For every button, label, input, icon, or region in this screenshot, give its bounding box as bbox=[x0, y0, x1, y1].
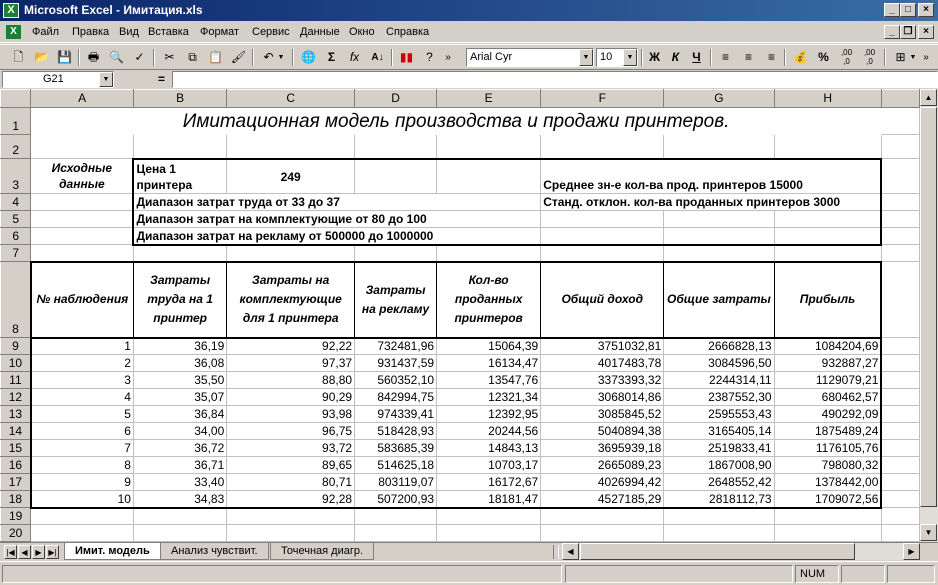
data-cell[interactable]: 36,84 bbox=[133, 406, 226, 423]
decrease-decimal-button[interactable]: ,00 ,0 bbox=[863, 48, 876, 66]
formula-bar bbox=[0, 70, 938, 89]
data-cell[interactable]: 12321,34 bbox=[437, 389, 541, 406]
data-cell[interactable]: 2666828,13 bbox=[664, 338, 774, 355]
row-header[interactable]: 10 bbox=[1, 355, 31, 372]
minimize-icon[interactable]: _ bbox=[884, 3, 900, 17]
data-cell[interactable]: 18181,47 bbox=[437, 491, 541, 508]
data-cell[interactable]: 36,19 bbox=[133, 338, 226, 355]
vertical-scrollbar[interactable] bbox=[920, 89, 938, 542]
data-cell[interactable]: 16172,67 bbox=[437, 474, 541, 491]
toolbar bbox=[0, 44, 938, 70]
header-parts[interactable]: Затраты на комплектующие для 1 принтера bbox=[227, 262, 355, 338]
data-cell[interactable]: 89,65 bbox=[227, 457, 355, 474]
data-cell[interactable]: 10 bbox=[31, 491, 134, 508]
more-buttons-icon[interactable]: » bbox=[445, 52, 451, 63]
labor-range-text[interactable]: Диапазон затрат труда от 33 до 37 bbox=[133, 194, 540, 211]
chevron-down-icon[interactable]: ▼ bbox=[623, 49, 637, 66]
excel-icon[interactable]: X bbox=[3, 3, 19, 18]
row-header[interactable]: 7 bbox=[1, 245, 31, 262]
align-center-icon[interactable]: ≡ bbox=[744, 50, 752, 64]
data-cell[interactable]: 15064,39 bbox=[437, 338, 541, 355]
row-header[interactable]: 11 bbox=[1, 372, 31, 389]
table-row bbox=[1, 406, 920, 423]
doc-close-icon[interactable]: × bbox=[918, 25, 934, 39]
data-cell[interactable]: 36,71 bbox=[133, 457, 226, 474]
data-cell[interactable]: 3068014,86 bbox=[541, 389, 664, 406]
data-cell[interactable]: 2519833,41 bbox=[664, 440, 774, 457]
data-cell[interactable]: 4017483,78 bbox=[541, 355, 664, 372]
toolbar-separator bbox=[78, 49, 80, 66]
column-header[interactable]: E bbox=[437, 90, 541, 108]
data-cell[interactable]: 8 bbox=[31, 457, 134, 474]
table-row bbox=[1, 389, 920, 406]
data-cell[interactable]: 16134,47 bbox=[437, 355, 541, 372]
status-panel bbox=[841, 565, 885, 583]
function-icon[interactable]: fx bbox=[349, 50, 360, 64]
row-header[interactable]: 13 bbox=[1, 406, 31, 423]
toolbar-separator bbox=[710, 49, 712, 66]
column-header[interactable]: A bbox=[31, 90, 134, 108]
horizontal-scrollbar[interactable] bbox=[562, 543, 920, 560]
table-row bbox=[1, 355, 920, 372]
data-cell[interactable]: 1709072,56 bbox=[774, 491, 881, 508]
help-icon[interactable]: ? bbox=[426, 50, 433, 64]
column-header[interactable]: H bbox=[774, 90, 881, 108]
menu-bar bbox=[0, 22, 938, 43]
data-cell[interactable]: 5 bbox=[31, 406, 134, 423]
format-painter-icon[interactable]: 🖌 bbox=[230, 50, 247, 64]
toolbar-separator bbox=[252, 49, 254, 66]
sheet-title[interactable]: Имитационная модель производства и продажи принтеров. bbox=[31, 108, 882, 135]
row-header[interactable]: 1 bbox=[1, 108, 31, 135]
web-icon[interactable]: 🌐 bbox=[301, 50, 316, 64]
data-cell[interactable]: 20244,56 bbox=[437, 423, 541, 440]
data-cell[interactable]: 4527185,29 bbox=[541, 491, 664, 508]
data-cell[interactable]: 36,72 bbox=[133, 440, 226, 457]
data-cell[interactable]: 518428,93 bbox=[355, 423, 437, 440]
row-header[interactable]: 5 bbox=[1, 211, 31, 228]
data-cell[interactable]: 931437,59 bbox=[355, 355, 437, 372]
price-value[interactable]: 249 bbox=[227, 159, 355, 194]
row-header[interactable]: 4 bbox=[1, 194, 31, 211]
select-all-corner[interactable] bbox=[1, 90, 31, 108]
horizontal-scroll-thumb[interactable] bbox=[580, 543, 855, 560]
increase-decimal-button[interactable]: ,00 ,0 bbox=[840, 48, 853, 66]
table-row bbox=[1, 372, 920, 389]
cells-table bbox=[0, 89, 920, 542]
data-cell[interactable]: 1875489,24 bbox=[774, 423, 881, 440]
formula-input[interactable] bbox=[172, 71, 938, 88]
menu-help[interactable]: Справка bbox=[386, 26, 430, 38]
input-data-label[interactable]: Исходные данные bbox=[31, 159, 134, 194]
italic-button[interactable]: К bbox=[671, 50, 680, 64]
row-header[interactable]: 18 bbox=[1, 491, 31, 508]
autosum-icon[interactable]: Σ bbox=[327, 50, 336, 64]
header-ads[interactable]: Затраты на рекламу bbox=[355, 262, 437, 338]
workbook-icon[interactable]: X bbox=[6, 25, 21, 39]
toolbar-separator bbox=[884, 49, 886, 66]
table-row bbox=[1, 491, 920, 508]
status-bar bbox=[0, 561, 938, 585]
more-buttons-icon[interactable]: » bbox=[923, 52, 929, 63]
data-cell[interactable]: 7 bbox=[31, 440, 134, 457]
data-cell[interactable]: 798080,32 bbox=[774, 457, 881, 474]
parts-range-text[interactable]: Диапазон затрат на комплектующие от 80 до 100 bbox=[133, 211, 540, 228]
data-cell[interactable]: 842994,75 bbox=[355, 389, 437, 406]
toolbar-separator bbox=[292, 49, 294, 66]
print-preview-icon[interactable]: 🔍 bbox=[109, 50, 124, 64]
data-cell[interactable]: 3695939,18 bbox=[541, 440, 664, 457]
data-cell[interactable]: 88,80 bbox=[227, 372, 355, 389]
spelling-icon[interactable]: ✓ bbox=[134, 50, 145, 64]
data-cell[interactable]: 93,72 bbox=[227, 440, 355, 457]
data-cell[interactable]: 35,50 bbox=[133, 372, 226, 389]
data-cell[interactable]: 2387552,30 bbox=[664, 389, 774, 406]
data-cell[interactable]: 92,22 bbox=[227, 338, 355, 355]
menu-view[interactable]: Вид bbox=[119, 26, 139, 38]
data-cell[interactable]: 97,37 bbox=[227, 355, 355, 372]
tab-split-handle[interactable] bbox=[553, 545, 559, 559]
data-cell[interactable]: 3751032,81 bbox=[541, 338, 664, 355]
data-cell[interactable]: 80,71 bbox=[227, 474, 355, 491]
data-cell[interactable]: 1176105,76 bbox=[774, 440, 881, 457]
align-left-icon[interactable]: ≡ bbox=[721, 50, 729, 64]
scroll-up-icon[interactable]: ▲ bbox=[920, 89, 937, 106]
data-cell[interactable]: 1084204,69 bbox=[774, 338, 881, 355]
prev-sheet-icon[interactable]: ◀ bbox=[18, 545, 31, 559]
data-cell[interactable]: 3 bbox=[31, 372, 134, 389]
column-header[interactable]: B bbox=[133, 90, 226, 108]
cell-reference: G21 bbox=[43, 73, 64, 85]
data-cell[interactable]: 3373393,32 bbox=[541, 372, 664, 389]
row-header[interactable]: 15 bbox=[1, 440, 31, 457]
data-cell[interactable]: 803119,07 bbox=[355, 474, 437, 491]
tab-imit-model[interactable]: Имит. модель bbox=[64, 543, 161, 560]
print-icon[interactable]: 🖶 bbox=[87, 50, 100, 64]
data-cell[interactable]: 2648552,42 bbox=[664, 474, 774, 491]
data-cell[interactable]: 34,00 bbox=[133, 423, 226, 440]
column-header[interactable]: C bbox=[227, 90, 355, 108]
data-cell[interactable]: 4026994,42 bbox=[541, 474, 664, 491]
font-size-combo[interactable] bbox=[596, 48, 638, 67]
status-panel bbox=[565, 565, 793, 583]
tab-scatter[interactable]: Точечная диагр. bbox=[270, 543, 374, 560]
paste-icon[interactable]: 📋 bbox=[208, 50, 223, 64]
doc-minimize-icon[interactable]: _ bbox=[884, 25, 900, 39]
first-sheet-icon[interactable]: |◀ bbox=[4, 545, 17, 559]
header-costs[interactable]: Общие затраты bbox=[664, 262, 774, 338]
sort-icon[interactable]: A↓ bbox=[371, 52, 384, 63]
data-cell[interactable]: 3165405,14 bbox=[664, 423, 774, 440]
equals-sign[interactable]: = bbox=[158, 72, 166, 86]
next-sheet-icon[interactable]: ▶ bbox=[32, 545, 45, 559]
status-message bbox=[2, 565, 562, 583]
data-cell[interactable]: 680462,57 bbox=[774, 389, 881, 406]
data-cell[interactable]: 974339,41 bbox=[355, 406, 437, 423]
toolbar-separator bbox=[641, 49, 643, 66]
menu-file[interactable]: Файл bbox=[32, 26, 60, 38]
tab-sensitivity[interactable]: Анализ чувствит. bbox=[160, 543, 269, 560]
data-cell[interactable]: 2665089,23 bbox=[541, 457, 664, 474]
undo-icon[interactable]: ↶ bbox=[263, 50, 274, 64]
data-cell[interactable]: 96,75 bbox=[227, 423, 355, 440]
data-cell[interactable]: 2595553,43 bbox=[664, 406, 774, 423]
num-lock-indicator: NUM bbox=[795, 565, 839, 583]
data-cell[interactable]: 932887,27 bbox=[774, 355, 881, 372]
underline-button[interactable]: Ч bbox=[692, 50, 701, 64]
last-sheet-icon[interactable]: ▶| bbox=[46, 545, 59, 559]
data-cell[interactable]: 92,28 bbox=[227, 491, 355, 508]
row-header[interactable]: 17 bbox=[1, 474, 31, 491]
table-row bbox=[1, 440, 920, 457]
row-header[interactable]: 14 bbox=[1, 423, 31, 440]
name-box[interactable] bbox=[2, 71, 114, 88]
scroll-left-icon[interactable]: ◀ bbox=[562, 543, 579, 560]
data-cell[interactable]: 2818112,73 bbox=[664, 491, 774, 508]
data-cell[interactable]: 2244314,11 bbox=[664, 372, 774, 389]
data-cell[interactable]: 9 bbox=[31, 474, 134, 491]
title-bar bbox=[0, 0, 938, 21]
data-cell[interactable]: 3085845,52 bbox=[541, 406, 664, 423]
data-cell[interactable]: 560352,10 bbox=[355, 372, 437, 389]
toolbar-separator bbox=[391, 49, 393, 66]
doc-restore-icon[interactable]: ❐ bbox=[900, 25, 916, 39]
header-sold[interactable]: Кол-во проданных принтеров bbox=[437, 262, 541, 338]
chevron-down-icon[interactable]: ▼ bbox=[99, 72, 113, 87]
row-header[interactable]: 9 bbox=[1, 338, 31, 355]
cut-icon[interactable]: ✂ bbox=[164, 50, 175, 64]
data-cell[interactable]: 507200,93 bbox=[355, 491, 437, 508]
data-cell[interactable]: 1129079,21 bbox=[774, 372, 881, 389]
data-cell[interactable]: 35,07 bbox=[133, 389, 226, 406]
std-sales-text[interactable]: Станд. отклон. кол-ва проданных принтеров 3000 bbox=[541, 194, 882, 211]
menu-format[interactable]: Формат bbox=[200, 26, 240, 38]
ads-range-text[interactable]: Диапазон затрат на рекламу от 500000 до 1000000 bbox=[133, 228, 540, 245]
status-panel bbox=[887, 565, 935, 583]
row-header[interactable]: 2 bbox=[1, 135, 31, 159]
row-header[interactable]: 6 bbox=[1, 228, 31, 245]
row-header[interactable]: 8 bbox=[1, 262, 31, 338]
data-cell[interactable]: 5040894,38 bbox=[541, 423, 664, 440]
font-name-value: Arial Cyr bbox=[470, 51, 513, 63]
currency-icon[interactable]: 💰 bbox=[793, 50, 808, 64]
header-revenue[interactable]: Общий доход bbox=[541, 262, 664, 338]
undo-dropdown-icon[interactable]: ▼ bbox=[277, 54, 285, 61]
maximize-icon[interactable]: □ bbox=[900, 3, 916, 17]
copy-icon[interactable]: ⧉ bbox=[188, 50, 197, 64]
data-cell[interactable]: 12392,95 bbox=[437, 406, 541, 423]
table-row bbox=[1, 338, 920, 355]
bold-button[interactable]: Ж bbox=[649, 50, 660, 64]
percent-button[interactable]: % bbox=[818, 50, 829, 64]
open-icon[interactable]: 📂 bbox=[34, 50, 49, 64]
worksheet-grid[interactable] bbox=[0, 89, 920, 542]
header-observation[interactable]: № наблюдения bbox=[31, 262, 134, 338]
chart-wizard-icon[interactable]: ▮▮ bbox=[399, 50, 414, 64]
chevron-down-icon[interactable]: ▼ bbox=[579, 49, 593, 66]
data-cell[interactable]: 1378442,00 bbox=[774, 474, 881, 491]
font-name-combo[interactable] bbox=[466, 48, 594, 67]
header-profit[interactable]: Прибыль bbox=[774, 262, 881, 338]
data-cell[interactable]: 13547,76 bbox=[437, 372, 541, 389]
menu-data[interactable]: Данные bbox=[300, 26, 340, 38]
column-header[interactable]: D bbox=[355, 90, 437, 108]
data-cell[interactable]: 6 bbox=[31, 423, 134, 440]
save-icon[interactable]: 💾 bbox=[57, 50, 72, 64]
menu-tools[interactable]: Сервис bbox=[252, 26, 290, 38]
toolbar-separator bbox=[153, 49, 155, 66]
data-cell[interactable]: 34,83 bbox=[133, 491, 226, 508]
menu-edit[interactable]: Правка bbox=[72, 26, 110, 38]
row-header[interactable]: 3 bbox=[1, 159, 31, 194]
table-row bbox=[1, 457, 920, 474]
table-row bbox=[1, 474, 920, 491]
scroll-down-icon[interactable]: ▼ bbox=[920, 524, 937, 541]
borders-dropdown-icon[interactable]: ▼ bbox=[909, 54, 917, 61]
font-size-value: 10 bbox=[600, 51, 613, 63]
data-cell[interactable]: 583685,39 bbox=[355, 440, 437, 457]
row-header[interactable]: 12 bbox=[1, 389, 31, 406]
row-header[interactable]: 19 bbox=[1, 508, 31, 525]
row-header[interactable]: 20 bbox=[1, 525, 31, 542]
scroll-right-icon[interactable]: ▶ bbox=[903, 543, 920, 560]
data-cell[interactable]: 1 bbox=[31, 338, 134, 355]
data-cell[interactable]: 732481,96 bbox=[355, 338, 437, 355]
data-cell[interactable]: 514625,18 bbox=[355, 457, 437, 474]
toolbar-separator bbox=[784, 49, 786, 66]
price-label[interactable]: Цена 1 принтера bbox=[133, 159, 226, 194]
column-header[interactable]: F bbox=[541, 90, 664, 108]
data-cell[interactable]: 36,08 bbox=[133, 355, 226, 372]
data-cell[interactable]: 33,40 bbox=[133, 474, 226, 491]
data-cell[interactable]: 93,98 bbox=[227, 406, 355, 423]
data-cell[interactable]: 14843,13 bbox=[437, 440, 541, 457]
row-header[interactable]: 16 bbox=[1, 457, 31, 474]
column-header[interactable]: G bbox=[664, 90, 774, 108]
vertical-scroll-thumb[interactable] bbox=[920, 107, 937, 507]
mean-sales-text[interactable]: Среднее зн-е кол-ва прод. принтеров 15000 bbox=[541, 159, 882, 194]
menu-insert[interactable]: Вставка bbox=[148, 26, 189, 38]
data-cell[interactable]: 4 bbox=[31, 389, 134, 406]
menu-window[interactable]: Окно bbox=[349, 26, 375, 38]
close-icon[interactable]: × bbox=[918, 3, 934, 17]
table-row bbox=[1, 423, 920, 440]
header-labor[interactable]: Затраты труда на 1 принтер bbox=[133, 262, 226, 338]
data-cell[interactable]: 10703,17 bbox=[437, 457, 541, 474]
data-cell[interactable]: 490292,09 bbox=[774, 406, 881, 423]
window-title: Microsoft Excel - Имитация.xls bbox=[24, 3, 203, 17]
new-icon[interactable]: 🗋 bbox=[13, 50, 24, 64]
data-cell[interactable]: 1867008,90 bbox=[664, 457, 774, 474]
borders-icon[interactable]: ⊞ bbox=[895, 50, 906, 64]
data-cell[interactable]: 2 bbox=[31, 355, 134, 372]
data-cell[interactable]: 90,29 bbox=[227, 389, 355, 406]
data-cell[interactable]: 3084596,50 bbox=[664, 355, 774, 372]
align-right-icon[interactable]: ≡ bbox=[767, 50, 775, 64]
